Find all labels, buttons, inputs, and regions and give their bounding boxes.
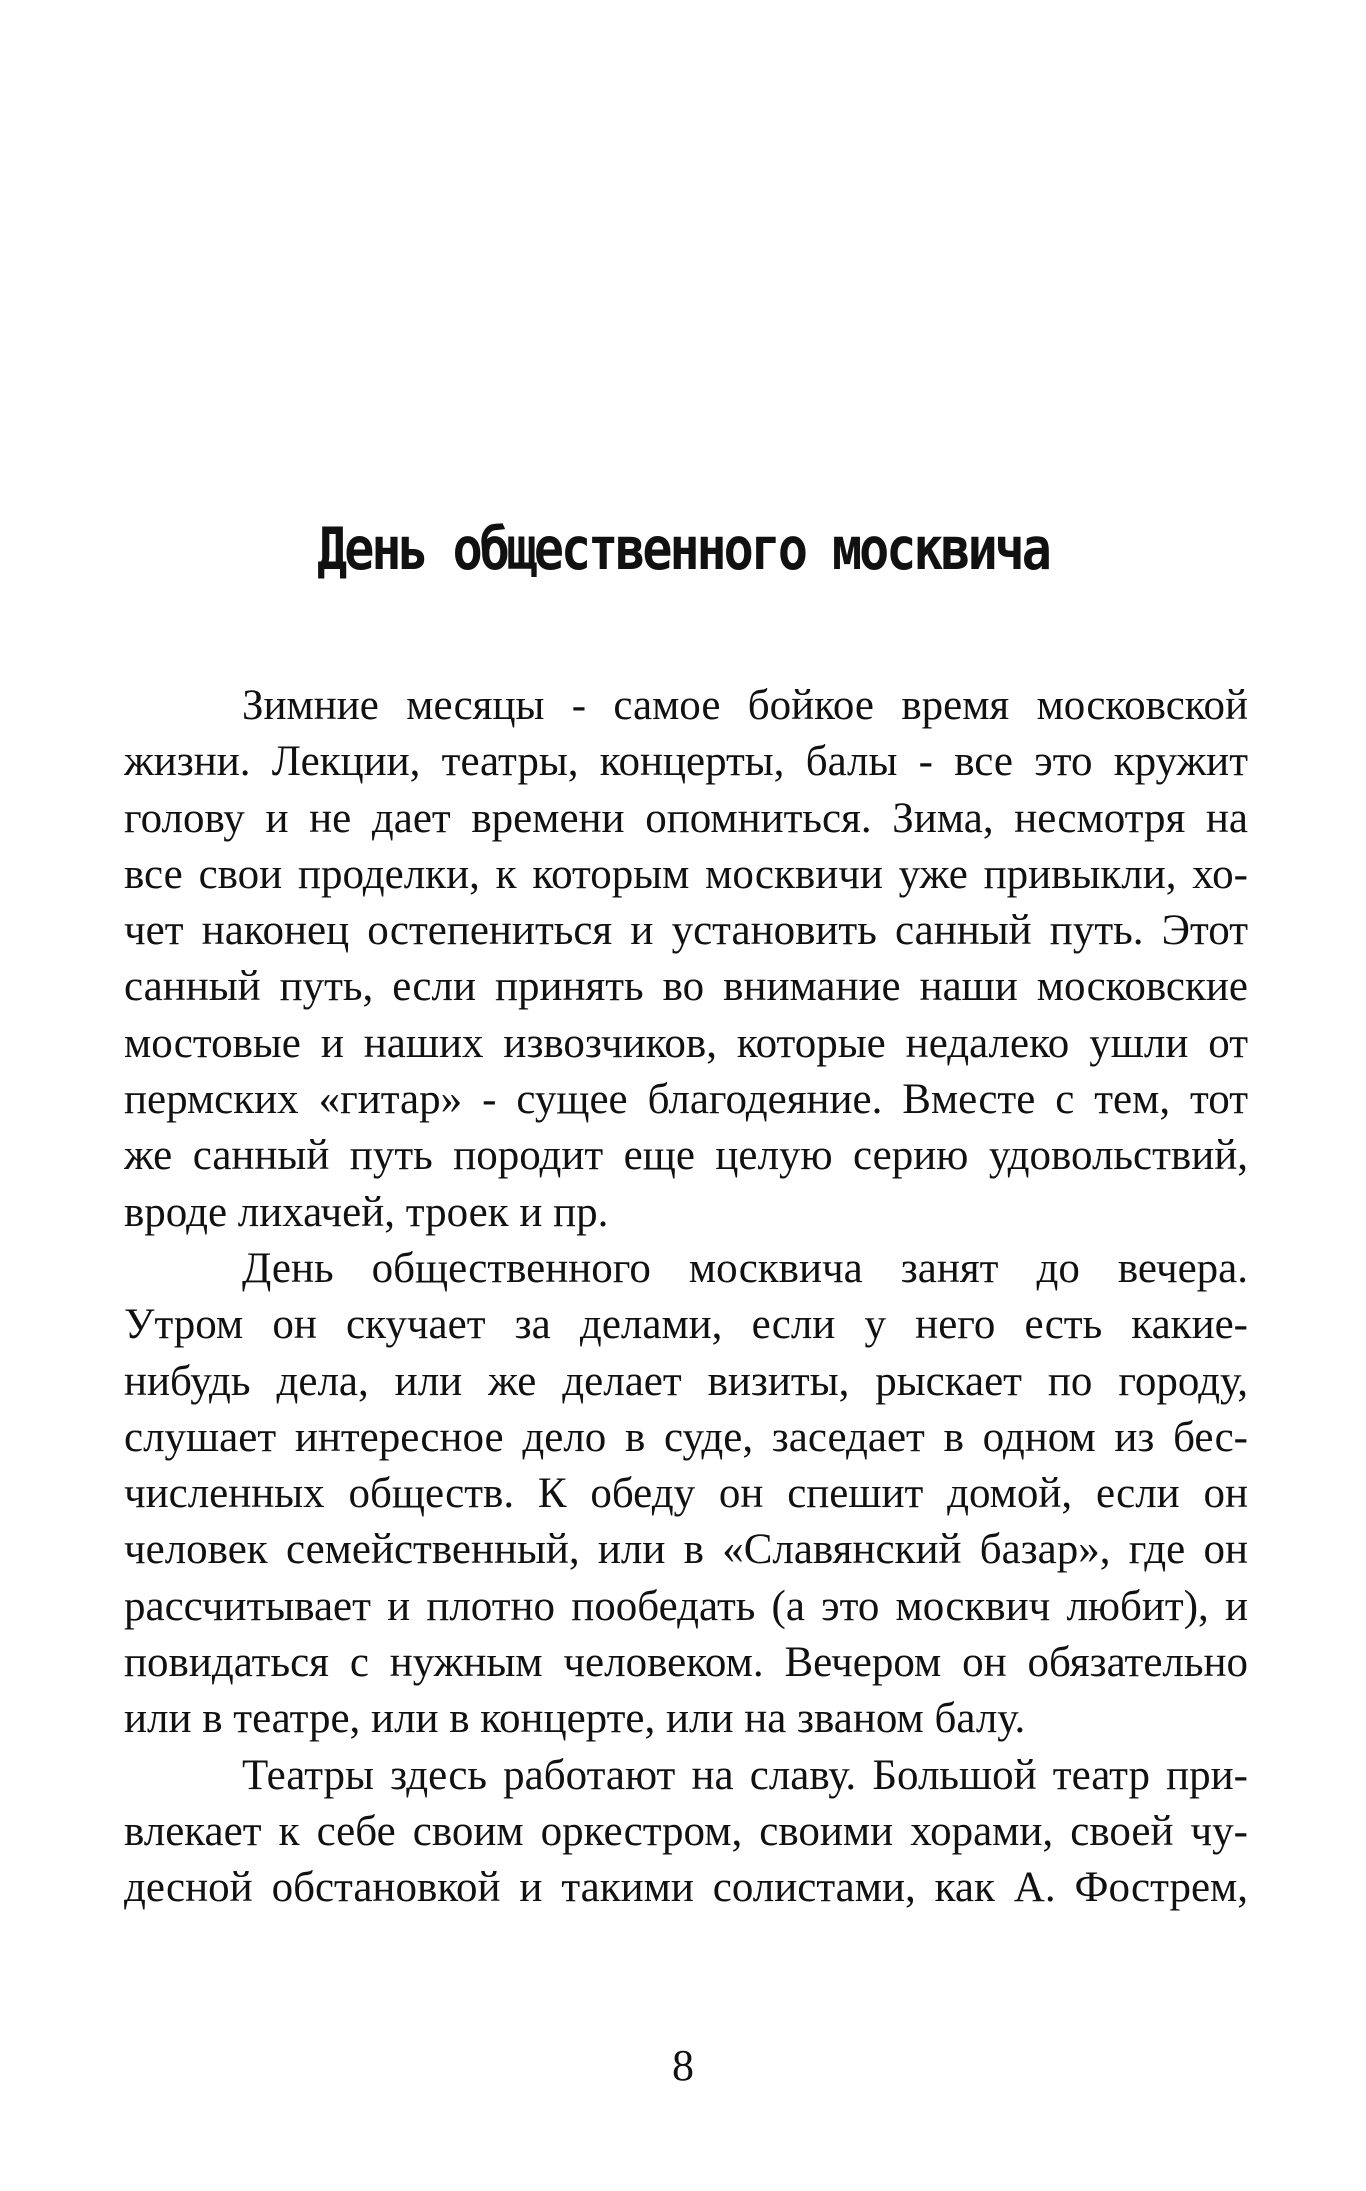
text-line: человек семейственный, или в «Славянский базар», где он bbox=[124, 1526, 1248, 1574]
text-line: санный путь, если принять во внимание наши московские bbox=[124, 963, 1248, 1011]
text-line: десной обстановкой и такими солистами, как А. Фострем, bbox=[124, 1864, 1248, 1912]
chapter-title: День общественного москвича bbox=[317, 514, 1049, 584]
paragraph bbox=[124, 678, 1248, 1241]
text-line: или в театре, или в концерте, или на званом балу. bbox=[124, 1695, 1026, 1743]
text-line: рассчитывает и плотно пообедать (а это москвич любит), и bbox=[124, 1582, 1248, 1630]
paragraph bbox=[124, 1241, 1248, 1748]
text-line: жизни. Лекции, театры, концерты, балы - все это кружит bbox=[124, 738, 1248, 786]
text-line: вроде лихачей, троек и пр. bbox=[124, 1188, 609, 1236]
text-line: голову и не дает времени опомниться. Зима, несмотря на bbox=[124, 794, 1248, 842]
text-line: все свои проделки, к которым москвичи уже привыкли, хо- bbox=[124, 850, 1248, 898]
text-line: День общественного москвича занят до вечера. bbox=[242, 1244, 1248, 1292]
text-line: же санный путь породит еще целую серию удовольствий, bbox=[124, 1132, 1248, 1180]
text-line: численных обществ. К обеду он спешит домой, если он bbox=[124, 1470, 1248, 1518]
text-line: слушает интересное дело в суде, заседает в одном из бес- bbox=[124, 1413, 1248, 1461]
text-line: повидаться с нужным человеком. Вечером он обязательно bbox=[124, 1639, 1248, 1687]
body-text bbox=[124, 678, 1248, 1917]
text-line: нибудь дела, или же делает визиты, рыскает по городу, bbox=[124, 1357, 1248, 1405]
text-line: Утром он скучает за делами, если у него есть какие- bbox=[124, 1301, 1248, 1349]
text-line: Зимние месяцы - самое бойкое время московской bbox=[242, 682, 1248, 729]
paragraph bbox=[124, 1748, 1248, 1917]
text-line: пермских «гитар» - сущее благодеяние. Вместе с тем, тот bbox=[124, 1076, 1248, 1124]
text-line: мостовые и наших извозчиков, которые недалеко ушли от bbox=[124, 1019, 1248, 1067]
text-line: чет наконец остепениться и установить санный путь. Этот bbox=[124, 907, 1248, 955]
text-line: Театры здесь работают на славу. Большой театр при- bbox=[242, 1751, 1248, 1799]
text-line: влекает к себе своим оркестром, своими хорами, своей чу- bbox=[124, 1807, 1248, 1855]
page-number: 8 bbox=[672, 2041, 694, 2090]
